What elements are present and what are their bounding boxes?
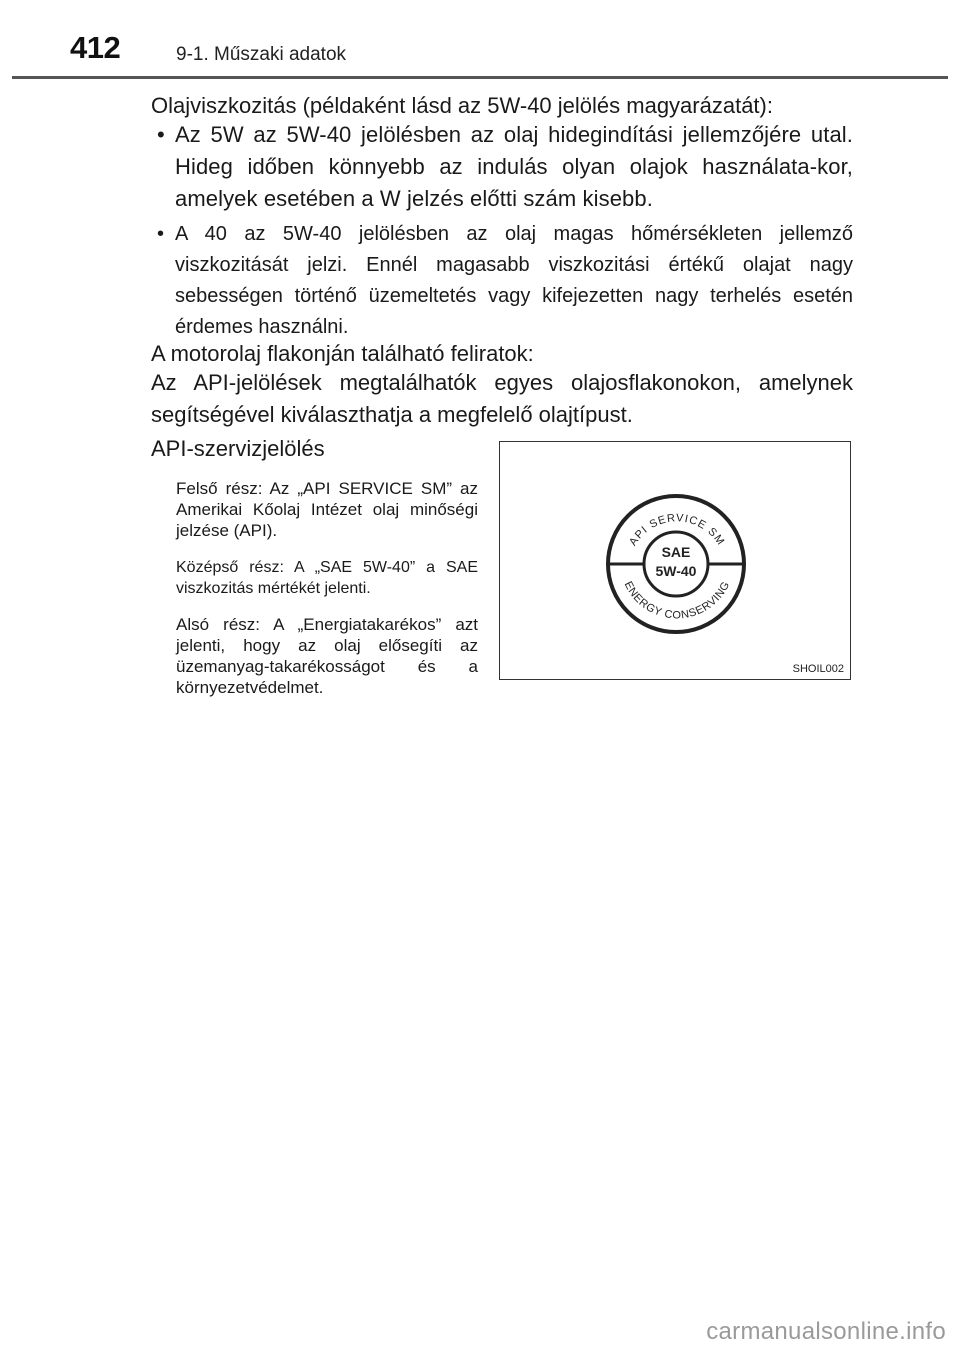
- caption-middle: Középső rész: A „SAE 5W-40” a SAE viszkozitás mértékét jelenti.: [176, 559, 478, 597]
- bullet-text: Az 5W az 5W-40 jelölésben az olaj hidegindítási jellemzőjére utal. Hideg időben könnyebb az indulás olyan olajok használata-kor, amelyek esetében a W jelzés előtti szám kisebb.: [175, 122, 853, 211]
- caption-bottom: Alsó rész: A „Energiatakarékos” azt jelenti, hogy az olaj elősegíti az üzemanyag-takarékosságot és a környezetvédelmet.: [176, 615, 478, 697]
- bullet-text: A 40 az 5W-40 jelölésben az olaj magas hőmérsékleten jellemző viszkozitását jelzi. Ennél magasabb viszkozitási értékű olajat nagy sebességen történő üzemeltetés vagy kifejezetten nagy terhelés esetén érdemes használni.: [175, 223, 853, 338]
- labels-heading: A motorolaj flakonján található feliratok:: [151, 341, 534, 366]
- page-number: 412: [70, 30, 121, 65]
- section-title: 9-1. Műszaki adatok: [176, 44, 347, 65]
- center-grade-text: 5W-40: [655, 563, 697, 579]
- caption-top: Felső rész: Az „API SERVICE SM” az Amerikai Kőolaj Intézet olaj minőségi jelzése (API).: [176, 479, 478, 540]
- api-mark-heading: API-szervizjelölés: [151, 436, 325, 461]
- bottom-ring-text: ENERGY CONSERVING: [621, 579, 733, 622]
- api-donut-symbol: [500, 442, 852, 681]
- labels-text: Az API-jelölések megtalálhatók egyes olajosflakonokon, amelynek segítségével kiválaszthatja a megfelelő olajtípust.: [151, 370, 853, 427]
- center-sae-text: SAE: [661, 544, 691, 560]
- bullet-item: [151, 119, 853, 215]
- bullet-dot: •: [157, 223, 165, 245]
- bullet-item: [151, 219, 853, 343]
- top-ring-text: API SERVICE SM: [627, 512, 727, 548]
- watermark: carmanualsonline.info: [706, 1318, 946, 1345]
- header-rule: [12, 76, 948, 79]
- viscosity-bullet-list: [151, 119, 853, 347]
- viscosity-intro: Olajviszkozitás (példaként lásd az 5W-40 jelölés magyarázatát):: [151, 93, 773, 118]
- api-service-figure: [499, 441, 851, 680]
- bullet-dot: •: [157, 122, 165, 147]
- figure-code: SHOIL002: [792, 663, 844, 675]
